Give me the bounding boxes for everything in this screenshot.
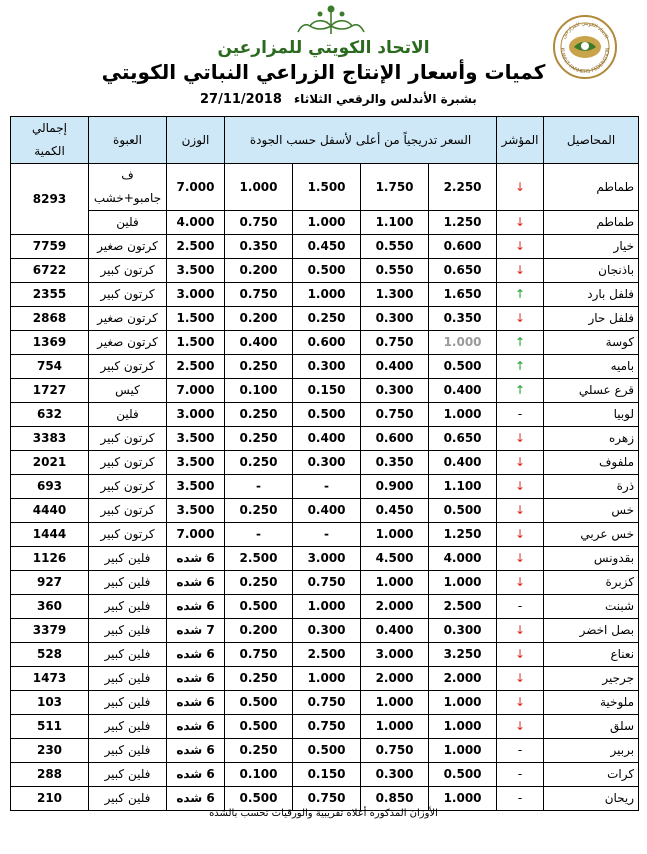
arrow-down-icon: ↓ [497,451,544,475]
pack-type: فلين كبير [89,787,167,811]
price-grade-3: 0.300 [293,619,361,643]
col-product: المحاصيل [544,117,639,164]
total-quantity: 3383 [11,427,89,451]
report-subtitle [200,92,477,107]
product-name: كرات [544,763,639,787]
price-grade-4: 0.500 [225,715,293,739]
weight-value: 3.000 [167,283,225,307]
total-quantity: 693 [11,475,89,499]
product-name: باذنجان [544,259,639,283]
price-grade-4: 2.500 [225,547,293,571]
product-name: شبنت [544,595,639,619]
arrow-down-icon: ↓ [497,307,544,331]
table-row [11,739,639,763]
table-row [11,667,639,691]
total-quantity: 1444 [11,523,89,547]
price-grade-4: 0.250 [225,355,293,379]
pack-type: كرتون كبير [89,475,167,499]
price-grade-4: 0.500 [225,787,293,811]
price-grade-2: 1.000 [361,571,429,595]
product-name: ذرة [544,475,639,499]
product-name: بقدونس [544,547,639,571]
weight-value: 6 شده [167,787,225,811]
price-grade-2: 0.750 [361,739,429,763]
table-body [11,164,639,811]
table-row [11,595,639,619]
price-grade-4: 0.250 [225,739,293,763]
product-name: نعناع [544,643,639,667]
dash-icon: - [497,787,544,811]
product-name: جرجير [544,667,639,691]
price-grade-2: 0.750 [361,403,429,427]
weight-value: 3.500 [167,475,225,499]
price-grade-1: 3.250 [429,643,497,667]
total-quantity: 4440 [11,499,89,523]
price-grade-3: 0.150 [293,763,361,787]
price-table [10,116,639,811]
price-grade-1: 2.500 [429,595,497,619]
price-grade-2: 1.000 [361,715,429,739]
org-name: الاتحاد الكويتي للمزارعين [217,38,430,58]
price-grade-3: 0.500 [293,403,361,427]
price-grade-4: 0.250 [225,427,293,451]
price-grade-2: 4.500 [361,547,429,571]
table-row [11,691,639,715]
product-name: كزبرة [544,571,639,595]
total-quantity: 7759 [11,235,89,259]
pack-type: كرتون كبير [89,499,167,523]
pack-type: كرتون كبير [89,259,167,283]
price-grade-1: 0.400 [429,451,497,475]
market-name: بشبرة الأندلس والرقعي الثلاثاء [294,92,477,106]
product-name: قرع عسلي [544,379,639,403]
arrow-down-icon: ↓ [497,259,544,283]
price-grade-2: 3.000 [361,643,429,667]
weight-value: 7.000 [167,379,225,403]
price-grade-4: 0.250 [225,667,293,691]
report-date: 27/11/2018 [200,92,282,107]
price-grade-3: 0.600 [293,331,361,355]
weight-value: 3.500 [167,259,225,283]
price-grade-3: 1.000 [293,595,361,619]
product-name: كوسة [544,331,639,355]
arrow-down-icon: ↓ [497,547,544,571]
price-grade-1: 0.400 [429,379,497,403]
total-quantity: 8293 [11,164,89,235]
arrow-down-icon: ↓ [497,499,544,523]
total-quantity: 927 [11,571,89,595]
table-row [11,523,639,547]
weight-value: 1.500 [167,307,225,331]
dash-icon: - [497,763,544,787]
price-grade-1: 1.000 [429,331,497,355]
weight-value: 3.500 [167,427,225,451]
total-quantity: 1727 [11,379,89,403]
logo-text: KUWAIT FARMERS FEDERATION [558,47,612,76]
price-grade-4: 0.350 [225,235,293,259]
price-grade-1: 0.650 [429,427,497,451]
weight-value: 6 شده [167,547,225,571]
price-grade-2: 0.450 [361,499,429,523]
weight-value: 6 شده [167,691,225,715]
pack-type: فلين كبير [89,547,167,571]
pack-type: فلين كبير [89,667,167,691]
price-grade-2: 0.750 [361,331,429,355]
price-grade-2: 0.300 [361,763,429,787]
total-quantity: 6722 [11,259,89,283]
price-grade-4: 0.500 [225,691,293,715]
total-quantity: 360 [11,595,89,619]
product-name: فلفل بارد [544,283,639,307]
arrow-down-icon: ↓ [497,475,544,499]
price-grade-3: 1.000 [293,283,361,307]
table-row [11,331,639,355]
product-name: ريحان [544,787,639,811]
table-row [11,475,639,499]
price-grade-1: 1.000 [429,403,497,427]
pack-type: كرتون كبير [89,427,167,451]
price-grade-1: 0.350 [429,307,497,331]
pack-type: كرتون كبير [89,523,167,547]
price-grade-3: 3.000 [293,547,361,571]
price-grade-3: 1.500 [293,164,361,211]
dash-icon: - [497,595,544,619]
weight-value: 2.500 [167,235,225,259]
weight-value: 6 شده [167,739,225,763]
arrow-up-icon: ↑ [497,379,544,403]
total-quantity: 2868 [11,307,89,331]
price-grade-1: 1.650 [429,283,497,307]
price-grade-3: 2.500 [293,643,361,667]
price-grade-2: 0.600 [361,427,429,451]
price-grade-2: 1.300 [361,283,429,307]
price-grade-4: 0.250 [225,499,293,523]
pack-type: كرتون صغير [89,235,167,259]
total-quantity: 2355 [11,283,89,307]
weight-value: 2.500 [167,355,225,379]
price-grade-1: 0.300 [429,619,497,643]
price-grade-2: 0.300 [361,379,429,403]
weight-value: 6 شده [167,595,225,619]
table-row [11,787,639,811]
dash-icon: - [497,739,544,763]
pack-type: فلين كبير [89,763,167,787]
table-row [11,547,639,571]
weight-value: 1.500 [167,331,225,355]
arrow-down-icon: ↓ [497,211,544,235]
total-quantity: 103 [11,691,89,715]
table-row [11,715,639,739]
price-grade-1: 1.000 [429,691,497,715]
price-grade-4: 0.500 [225,595,293,619]
weight-value: 3.500 [167,451,225,475]
price-grade-4: 0.750 [225,283,293,307]
price-grade-3: 0.300 [293,355,361,379]
product-name: بصل اخضر [544,619,639,643]
pack-type: فلين كبير [89,715,167,739]
total-quantity: 528 [11,643,89,667]
product-name: خس [544,499,639,523]
logo-text-ar: الاتحاد الكويتي للمزارعين [560,20,610,40]
price-grade-1: 1.000 [429,739,497,763]
price-grade-1: 2.000 [429,667,497,691]
total-quantity: 1126 [11,547,89,571]
pack-type: فلين [89,403,167,427]
price-grade-1: 1.000 [429,787,497,811]
price-grade-1: 1.000 [429,571,497,595]
price-grade-2: 2.000 [361,595,429,619]
price-grade-2: 0.900 [361,475,429,499]
price-grade-4: 0.750 [225,211,293,235]
arrow-up-icon: ↑ [497,283,544,307]
total-quantity: 1369 [11,331,89,355]
price-grade-4: 0.250 [225,571,293,595]
weight-value: 7.000 [167,164,225,211]
total-quantity: 210 [11,787,89,811]
weight-value: 6 شده [167,715,225,739]
arrow-down-icon: ↓ [497,164,544,211]
price-grade-4: 0.200 [225,259,293,283]
price-grade-3: 0.400 [293,499,361,523]
price-grade-1: 0.600 [429,235,497,259]
weight-value: 4.000 [167,211,225,235]
product-name: ملوخية [544,691,639,715]
total-quantity: 511 [11,715,89,739]
arrow-down-icon: ↓ [497,619,544,643]
total-quantity: 2021 [11,451,89,475]
total-quantity: 230 [11,739,89,763]
total-quantity: 1473 [11,667,89,691]
price-grade-3: - [293,475,361,499]
price-grade-2: 0.550 [361,235,429,259]
price-grade-3: 0.750 [293,715,361,739]
price-grade-3: - [293,523,361,547]
pack-type: فلين كبير [89,571,167,595]
pack-type: ف جامبو+خشب [89,164,167,211]
table-row [11,259,639,283]
col-price: السعر تدريجياً من أعلى لأسفل حسب الجودة [225,117,497,164]
price-grade-3: 0.400 [293,427,361,451]
table-row [11,164,639,211]
pack-type: فلين [89,211,167,235]
product-name: فلفل حار [544,307,639,331]
pack-type: كرتون كبير [89,355,167,379]
total-quantity: 3379 [11,619,89,643]
pack-type: كرتون صغير [89,331,167,355]
total-quantity: 288 [11,763,89,787]
product-name: سلق [544,715,639,739]
table-row [11,619,639,643]
page-title: كميات وأسعار الإنتاج الزراعي النباتي الكويتي [101,60,546,84]
price-grade-4: 0.100 [225,763,293,787]
product-name: طماطم [544,164,639,211]
table-header-row [11,117,639,164]
price-grade-1: 1.250 [429,523,497,547]
table-row [11,355,639,379]
table-row [11,763,639,787]
pack-type: فلين كبير [89,595,167,619]
arrow-down-icon: ↓ [497,715,544,739]
price-grade-2: 0.850 [361,787,429,811]
arrow-down-icon: ↓ [497,427,544,451]
table-row [11,427,639,451]
price-grade-3: 1.000 [293,211,361,235]
price-grade-4: 1.000 [225,164,293,211]
price-grade-4: 0.750 [225,643,293,667]
table-row [11,643,639,667]
pack-type: كرتون صغير [89,307,167,331]
pack-type: فلين كبير [89,739,167,763]
arrow-down-icon: ↓ [497,643,544,667]
report-header [0,0,647,112]
price-grade-2: 0.550 [361,259,429,283]
price-grade-2: 1.000 [361,523,429,547]
product-name: خيار [544,235,639,259]
weight-value: 6 شده [167,763,225,787]
product-name: خس عربي [544,523,639,547]
floral-ornament-icon [296,4,366,38]
col-indicator: المؤشر [497,117,544,164]
price-grade-1: 0.650 [429,259,497,283]
product-name: زهره [544,427,639,451]
price-grade-3: 0.150 [293,379,361,403]
product-name: باميه [544,355,639,379]
table-row [11,403,639,427]
price-grade-2: 0.300 [361,307,429,331]
price-grade-4: 0.200 [225,619,293,643]
price-grade-3: 0.750 [293,691,361,715]
weight-value: 6 شده [167,667,225,691]
product-name: طماطم [544,211,639,235]
arrow-up-icon: ↑ [497,355,544,379]
pack-type: كرتون كبير [89,451,167,475]
table-row [11,499,639,523]
price-grade-1: 0.500 [429,499,497,523]
weight-value: 7.000 [167,523,225,547]
table-row [11,307,639,331]
price-grade-1: 1.000 [429,715,497,739]
weight-value: 6 شده [167,571,225,595]
price-grade-2: 2.000 [361,667,429,691]
price-grade-1: 0.500 [429,763,497,787]
price-grade-1: 4.000 [429,547,497,571]
arrow-up-icon: ↑ [497,331,544,355]
price-grade-1: 2.250 [429,164,497,211]
weight-value: 3.000 [167,403,225,427]
price-grade-2: 1.750 [361,164,429,211]
price-grade-1: 0.500 [429,355,497,379]
table-row [11,379,639,403]
price-grade-3: 0.250 [293,307,361,331]
price-grade-2: 1.100 [361,211,429,235]
pack-type: فلين كبير [89,691,167,715]
price-grade-4: 0.200 [225,307,293,331]
weight-value: 6 شده [167,643,225,667]
price-grade-4: - [225,475,293,499]
weight-value: 7 شده [167,619,225,643]
dash-icon: - [497,403,544,427]
table-row [11,451,639,475]
price-grade-2: 0.400 [361,619,429,643]
price-grade-4: - [225,523,293,547]
price-grade-4: 0.400 [225,331,293,355]
weight-value: 3.500 [167,499,225,523]
arrow-down-icon: ↓ [497,571,544,595]
product-name: بربير [544,739,639,763]
total-quantity: 632 [11,403,89,427]
price-grade-3: 0.300 [293,451,361,475]
price-grade-3: 0.450 [293,235,361,259]
arrow-down-icon: ↓ [497,523,544,547]
price-grade-3: 0.750 [293,787,361,811]
price-grade-4: 0.250 [225,403,293,427]
price-grade-2: 0.400 [361,355,429,379]
price-grade-4: 0.100 [225,379,293,403]
arrow-down-icon: ↓ [497,235,544,259]
table-row [11,283,639,307]
price-grade-1: 1.100 [429,475,497,499]
total-quantity: 754 [11,355,89,379]
price-grade-3: 0.500 [293,739,361,763]
price-grade-3: 1.000 [293,667,361,691]
footnote: الأوزان المذكورة أعلاه تقريبية والورقيات تحسب بالشدة [209,808,438,819]
price-grade-2: 1.000 [361,691,429,715]
col-total: إجمالي الكمية [11,117,89,164]
arrow-down-icon: ↓ [497,691,544,715]
col-weight: الوزن [167,117,225,164]
pack-type: فلين كبير [89,643,167,667]
price-grade-2: 0.350 [361,451,429,475]
table-row [11,571,639,595]
price-grade-1: 1.250 [429,211,497,235]
table-row [11,211,639,235]
pack-type: كيس [89,379,167,403]
pack-type: فلين كبير [89,619,167,643]
price-grade-3: 0.500 [293,259,361,283]
pack-type: كرتون كبير [89,283,167,307]
table-row [11,235,639,259]
product-name: لوبيا [544,403,639,427]
price-grade-4: 0.250 [225,451,293,475]
product-name: ملفوف [544,451,639,475]
arrow-down-icon: ↓ [497,667,544,691]
col-pack: العبوة [89,117,167,164]
price-grade-3: 0.750 [293,571,361,595]
